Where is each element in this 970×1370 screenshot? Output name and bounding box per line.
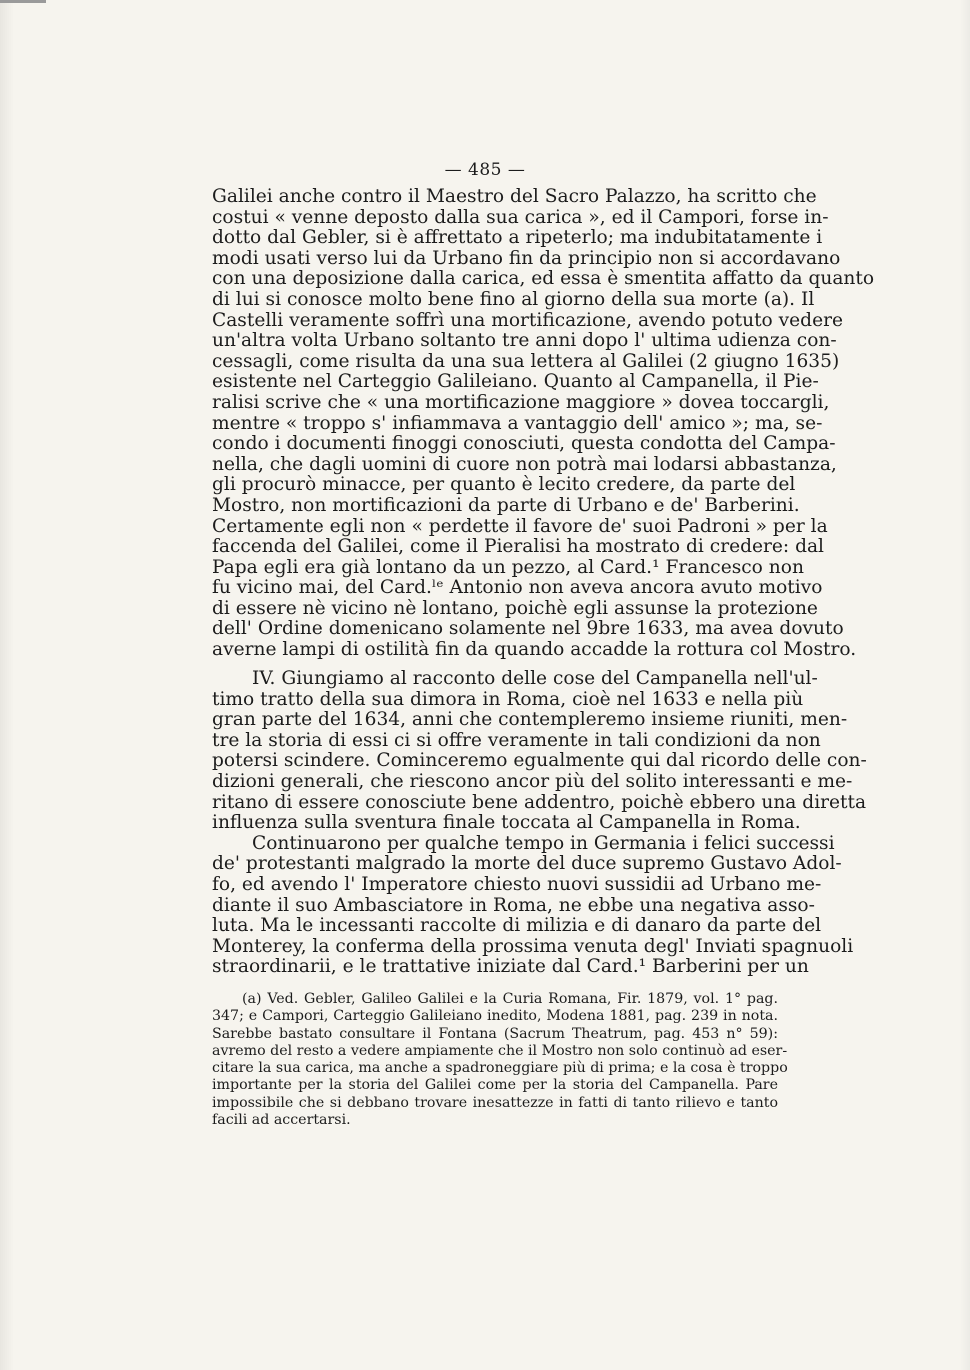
footnote-line: impossibile che si debbano trovare inesattezze in fatti di tanto rilievo e tanto: [212, 1094, 778, 1111]
footnote-line: avremo del resto a vedere ampiamente che il Mostro non solo continuò ad eser-: [212, 1042, 788, 1059]
text-line: Mostro, non mortificazioni da parte di Urbano e de' Barberini.: [212, 494, 800, 516]
text-line: gran parte del 1634, anni che contempleremo insieme riuniti, men-: [212, 709, 848, 731]
text-line: dizioni generali, che riescono ancor più del solito interessanti e me-: [212, 770, 853, 792]
text-line: modi usati verso lui da Urbano fin da principio non si accordavano: [212, 247, 841, 269]
footnote-line: facili ad accertarsi.: [212, 1112, 351, 1129]
text-line: fu vicino mai, del Card.ˡᵉ Antonio non aveva ancora avuto motivo: [212, 577, 823, 599]
body-section-iv: [212, 668, 867, 978]
text-line: Continuarono per qualche tempo in Germania i felici successi: [252, 832, 835, 854]
text-line: tre la storia di essi ci si offre veramente in tali condizioni da non: [212, 729, 821, 751]
body-paragraph-1: [212, 186, 875, 661]
text-line: mentre « troppo s' infiammava a vantaggio dell' amico »; ma, se-: [212, 412, 823, 434]
page-number: — 485 —: [444, 160, 526, 180]
text-line: condo i documenti finoggi conosciuti, questa condotta del Campa-: [212, 433, 836, 455]
text-line: nella, che dagli uomini di cuore non potrà mai lodarsi abbastanza,: [212, 453, 837, 475]
scan-edge-left: [0, 0, 14, 1370]
footnote-line: citare la sua carica, ma anche a spadroneggiare più di prima; e la cosa è troppo: [212, 1060, 788, 1077]
text-line: influenza sulla sventura finale toccata al Campanella in Roma.: [212, 812, 801, 834]
text-line: gli procurò minacce, per quanto è lecito credere, da parte del: [212, 474, 796, 496]
text-line: con una deposizione dalla carica, ed essa è smentita affatto da quanto: [212, 268, 875, 290]
text-line: straordinarii, e le trattative iniziate dal Card.¹ Barberini per un: [212, 956, 809, 978]
scan-edge-right: [960, 0, 970, 1370]
text-line: di essere nè vicino nè lontano, poichè egli assunse la protezione: [212, 597, 818, 619]
footnote-line: (a) Ved. Gebler, Galileo Galilei e la Curia Romana, Fir. 1879, vol. 1° pag.: [242, 991, 778, 1007]
text-line: Monterey, la conferma della prossima venuta degl' Inviati spagnuoli: [212, 935, 854, 957]
text-line: IV. Giungiamo al racconto delle cose del Campanella nell'ul-: [252, 668, 818, 689]
text-line: averne lampi di ostilità fin da quando accadde la rottura col Mostro.: [212, 639, 857, 661]
text-line: Castelli veramente soffrì una mortificazione, avendo potuto vedere: [212, 309, 843, 331]
text-line: cessagli, come risulta da una sua lettera al Galilei (2 giugno 1635): [212, 350, 840, 372]
text-line: faccenda del Galilei, come il Pieralisi ha mostrato di credere: dal: [212, 536, 825, 558]
text-line: diante il suo Ambasciatore in Roma, ne ebbe una negativa asso-: [212, 894, 815, 916]
text-line: dell' Ordine domenicano solamente nel 9bre 1633, ma avea dovuto: [212, 618, 844, 640]
corner-mark: [0, 0, 46, 3]
text-line: dotto dal Gebler, si è affrettato a ripeterlo; ma indubitatamente i: [212, 227, 823, 249]
text-line: fo, ed avendo l' Imperatore chiesto nuovi sussidii ad Urbano me-: [212, 873, 822, 895]
text-line: de' protestanti malgrado la morte del duce supremo Gustavo Adol-: [212, 853, 842, 875]
text-line: Certamente egli non « perdette il favore de' suoi Padroni » per la: [212, 515, 828, 537]
footnote-line: Sarebbe bastato consultare il Fontana (Sacrum Theatrum, pag. 453 n° 59):: [212, 1025, 778, 1042]
text-line: esistente nel Carteggio Galileiano. Quanto al Campanella, il Pie-: [212, 371, 819, 393]
text-line: costui « venne deposto dalla sua carica », ed il Campori, forse in-: [212, 206, 829, 228]
text-line: luta. Ma le incessanti raccolte di milizia e di danaro da parte del: [212, 915, 822, 937]
text-line: timo tratto della sua dimora in Roma, cioè nel 1633 e nella più: [212, 688, 804, 710]
footnote-line: 347; e Campori, Carteggio Galileiano inedito, Modena 1881, pag. 239 in nota.: [212, 1008, 778, 1025]
footnote: [212, 991, 788, 1129]
text-line: un'altra volta Urbano soltanto tre anni dopo l' ultima udienza con-: [212, 330, 837, 352]
text-line: di lui si conosce molto bene fino al giorno della sua morte (a). Il: [212, 288, 815, 310]
text-line: ralisi scrive che « una mortificazione maggiore » dovea toccargli,: [212, 391, 830, 413]
footnote-line: importante per la storia del Galilei come per la storia del Campanella. Pare: [212, 1077, 778, 1094]
text-line: Galilei anche contro il Maestro del Sacro Palazzo, ha scritto che: [212, 186, 817, 207]
text-line: potersi scindere. Cominceremo egualmente qui dal ricordo delle con-: [212, 750, 867, 772]
text-line: Papa egli era già lontano da un pezzo, al Card.¹ Francesco non: [212, 556, 804, 578]
text-line: ritano di essere conosciute bene addentro, poichè ebbero una diretta: [212, 791, 867, 813]
